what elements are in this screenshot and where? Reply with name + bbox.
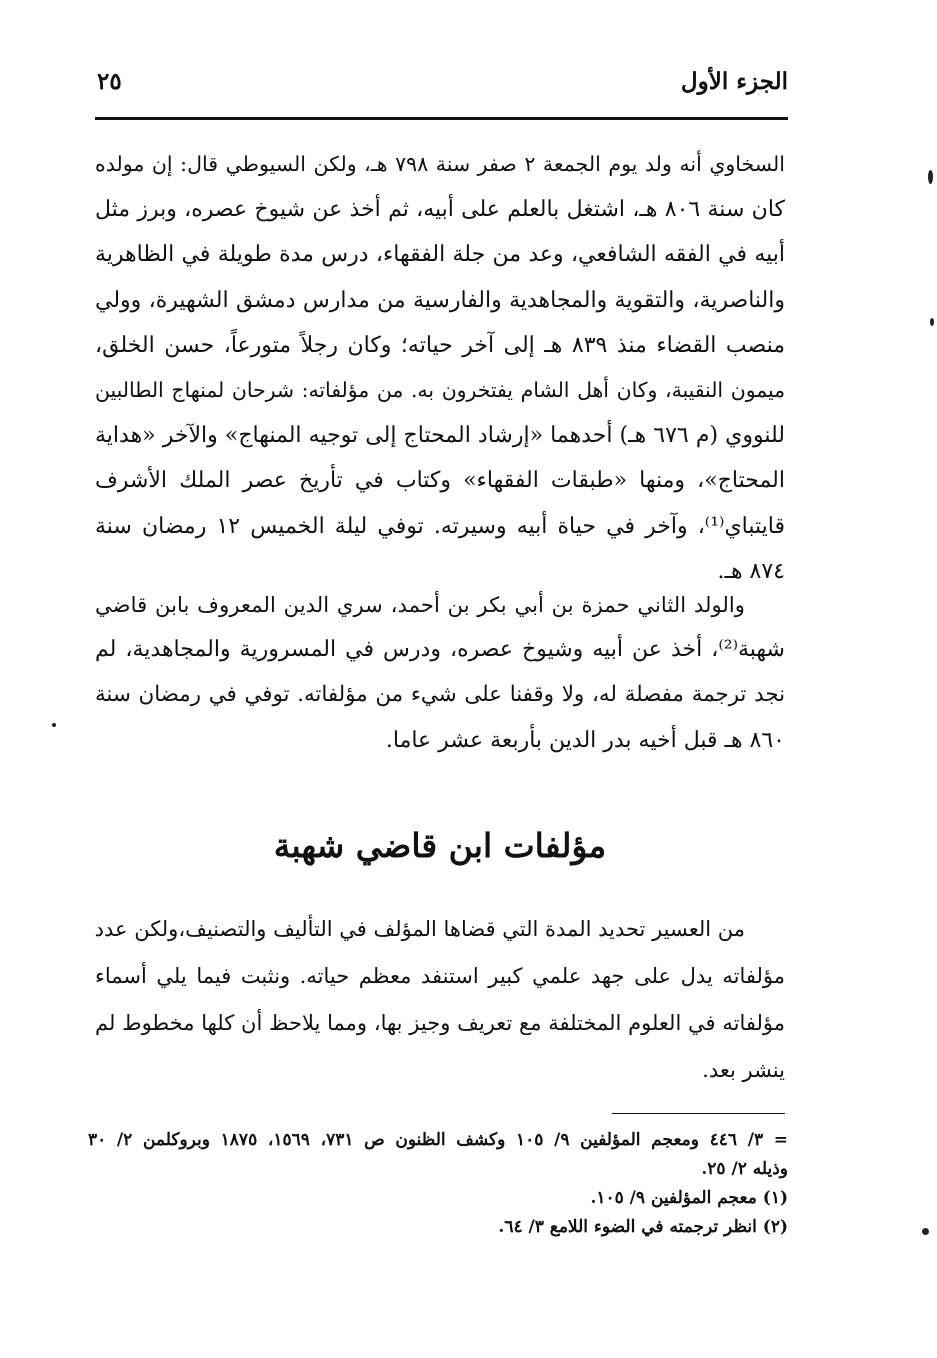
text-line: ٨٦٠ هـ قبل أخيه بدر الدين بأربعة عشر عاما. xyxy=(385,727,785,753)
text-line: ينشر بعد. xyxy=(702,1058,785,1082)
footnote-separator xyxy=(612,1113,785,1114)
header-rule xyxy=(95,117,788,120)
footnote-continuation: = ٣/ ٤٤٦ ومعجم المؤلفين ٩/ ١٠٥ وكشف الظنون ص ٧٣١، ١٥٦٩، ١٨٧٥ وبروكلمن ٢/ ٣٠ xyxy=(88,1130,789,1150)
text-line: والناصرية، والتقوية والمجاهدية والفارسية من مدارس دمشق الشهيرة، وولي xyxy=(95,287,785,313)
page-number: ٢٥ xyxy=(97,68,122,95)
text-line: المحتاج»، ومنها «طبقات الفقهاء» وكتاب في تأريخ عصر الملك الأشرف xyxy=(95,468,785,494)
text-line: مؤلفاته في العلوم المختلفة مع تعريف وجيز بها، ومما يلاحظ أن كلها مخطوط لم xyxy=(95,1011,785,1035)
text-line: أبيه في الفقه الشافعي، وعد من جلة الفقهاء، درس مدة طويلة في الظاهرية xyxy=(95,242,785,268)
text-line: ميمون النقيبة، وكان أهل الشام يفتخرون به. من مؤلفاته: شرحان لمنهاج الطالبين xyxy=(95,378,785,403)
text-line: من العسير تحديد المدة التي قضاها المؤلف في التأليف والتصنيف،ولكن عدد xyxy=(94,917,745,941)
text-line: نجد ترجمة مفصلة له، ولا وقفنا على شيء من مؤلفاته. توفي في رمضان سنة xyxy=(95,682,785,708)
scan-speck xyxy=(928,170,933,184)
text-line: شهبة⁽²⁾، أخذ عن أبيه وشيوخ عصره، ودرس في المسرورية والمجاهدية، لم xyxy=(95,637,785,663)
footnotes xyxy=(88,1126,788,1242)
text-line: والولد الثاني حمزة بن أبي بكر بن أحمد، سري الدين المعروف بابن قاضي xyxy=(95,592,745,617)
text-line: ٨٧٤ هـ. xyxy=(717,558,785,584)
text-line: السخاوي أنه ولد يوم الجمعة ٢ صفر سنة ٧٩٨ هـ، ولكن السيوطي قال: إن مولده xyxy=(95,152,785,176)
paragraph-2 xyxy=(95,582,785,763)
page-header xyxy=(95,62,788,108)
text-line: قايتباي⁽¹⁾، وآخر في حياة أبيه وسيرته. توفي ليلة الخميس ١٢ رمضان سنة xyxy=(95,513,785,539)
scan-speck xyxy=(930,318,934,326)
paragraph-text xyxy=(95,142,785,594)
paragraph-text xyxy=(95,906,785,1094)
footnote-2: (٢) انظر ترجمته في الضوء اللامع ٣/ ٦٤. xyxy=(498,1217,788,1237)
scan-speck xyxy=(922,1228,929,1235)
paragraph-1 xyxy=(95,142,785,594)
footnote-1: (١) معجم المؤلفين ٩/ ١٠٥. xyxy=(590,1188,788,1208)
text-line: مؤلفاته يدل على جهد علمي كبير استنفد معظم حياته. ونثبت فيما يلي أسماء xyxy=(95,964,785,988)
scan-speck xyxy=(52,723,56,727)
section-heading: مؤلفات ابن قاضي شهبة xyxy=(273,826,607,865)
text-line: كان سنة ٨٠٦ هـ، اشتغل بالعلم على أبيه، ثم أخذ عن شيوخ عصره، وبرز مثل xyxy=(95,197,785,223)
footnote-continuation: وذيله ٢/ ٢٥. xyxy=(701,1159,788,1179)
running-title: الجزء الأول xyxy=(680,68,788,95)
text-line: منصب القضاء منذ ٨٣٩ هـ إلى آخر حياته؛ وكان رجلاً متورعاً، حسن الخلق، xyxy=(95,332,786,358)
paragraph-text xyxy=(95,582,785,763)
text-line: للنووي (م ٦٧٦ هـ) أحدهما «إرشاد المحتاج إلى توجيه المنهاج» والآخر «هداية xyxy=(95,423,785,449)
section-intro-paragraph xyxy=(95,906,785,1094)
